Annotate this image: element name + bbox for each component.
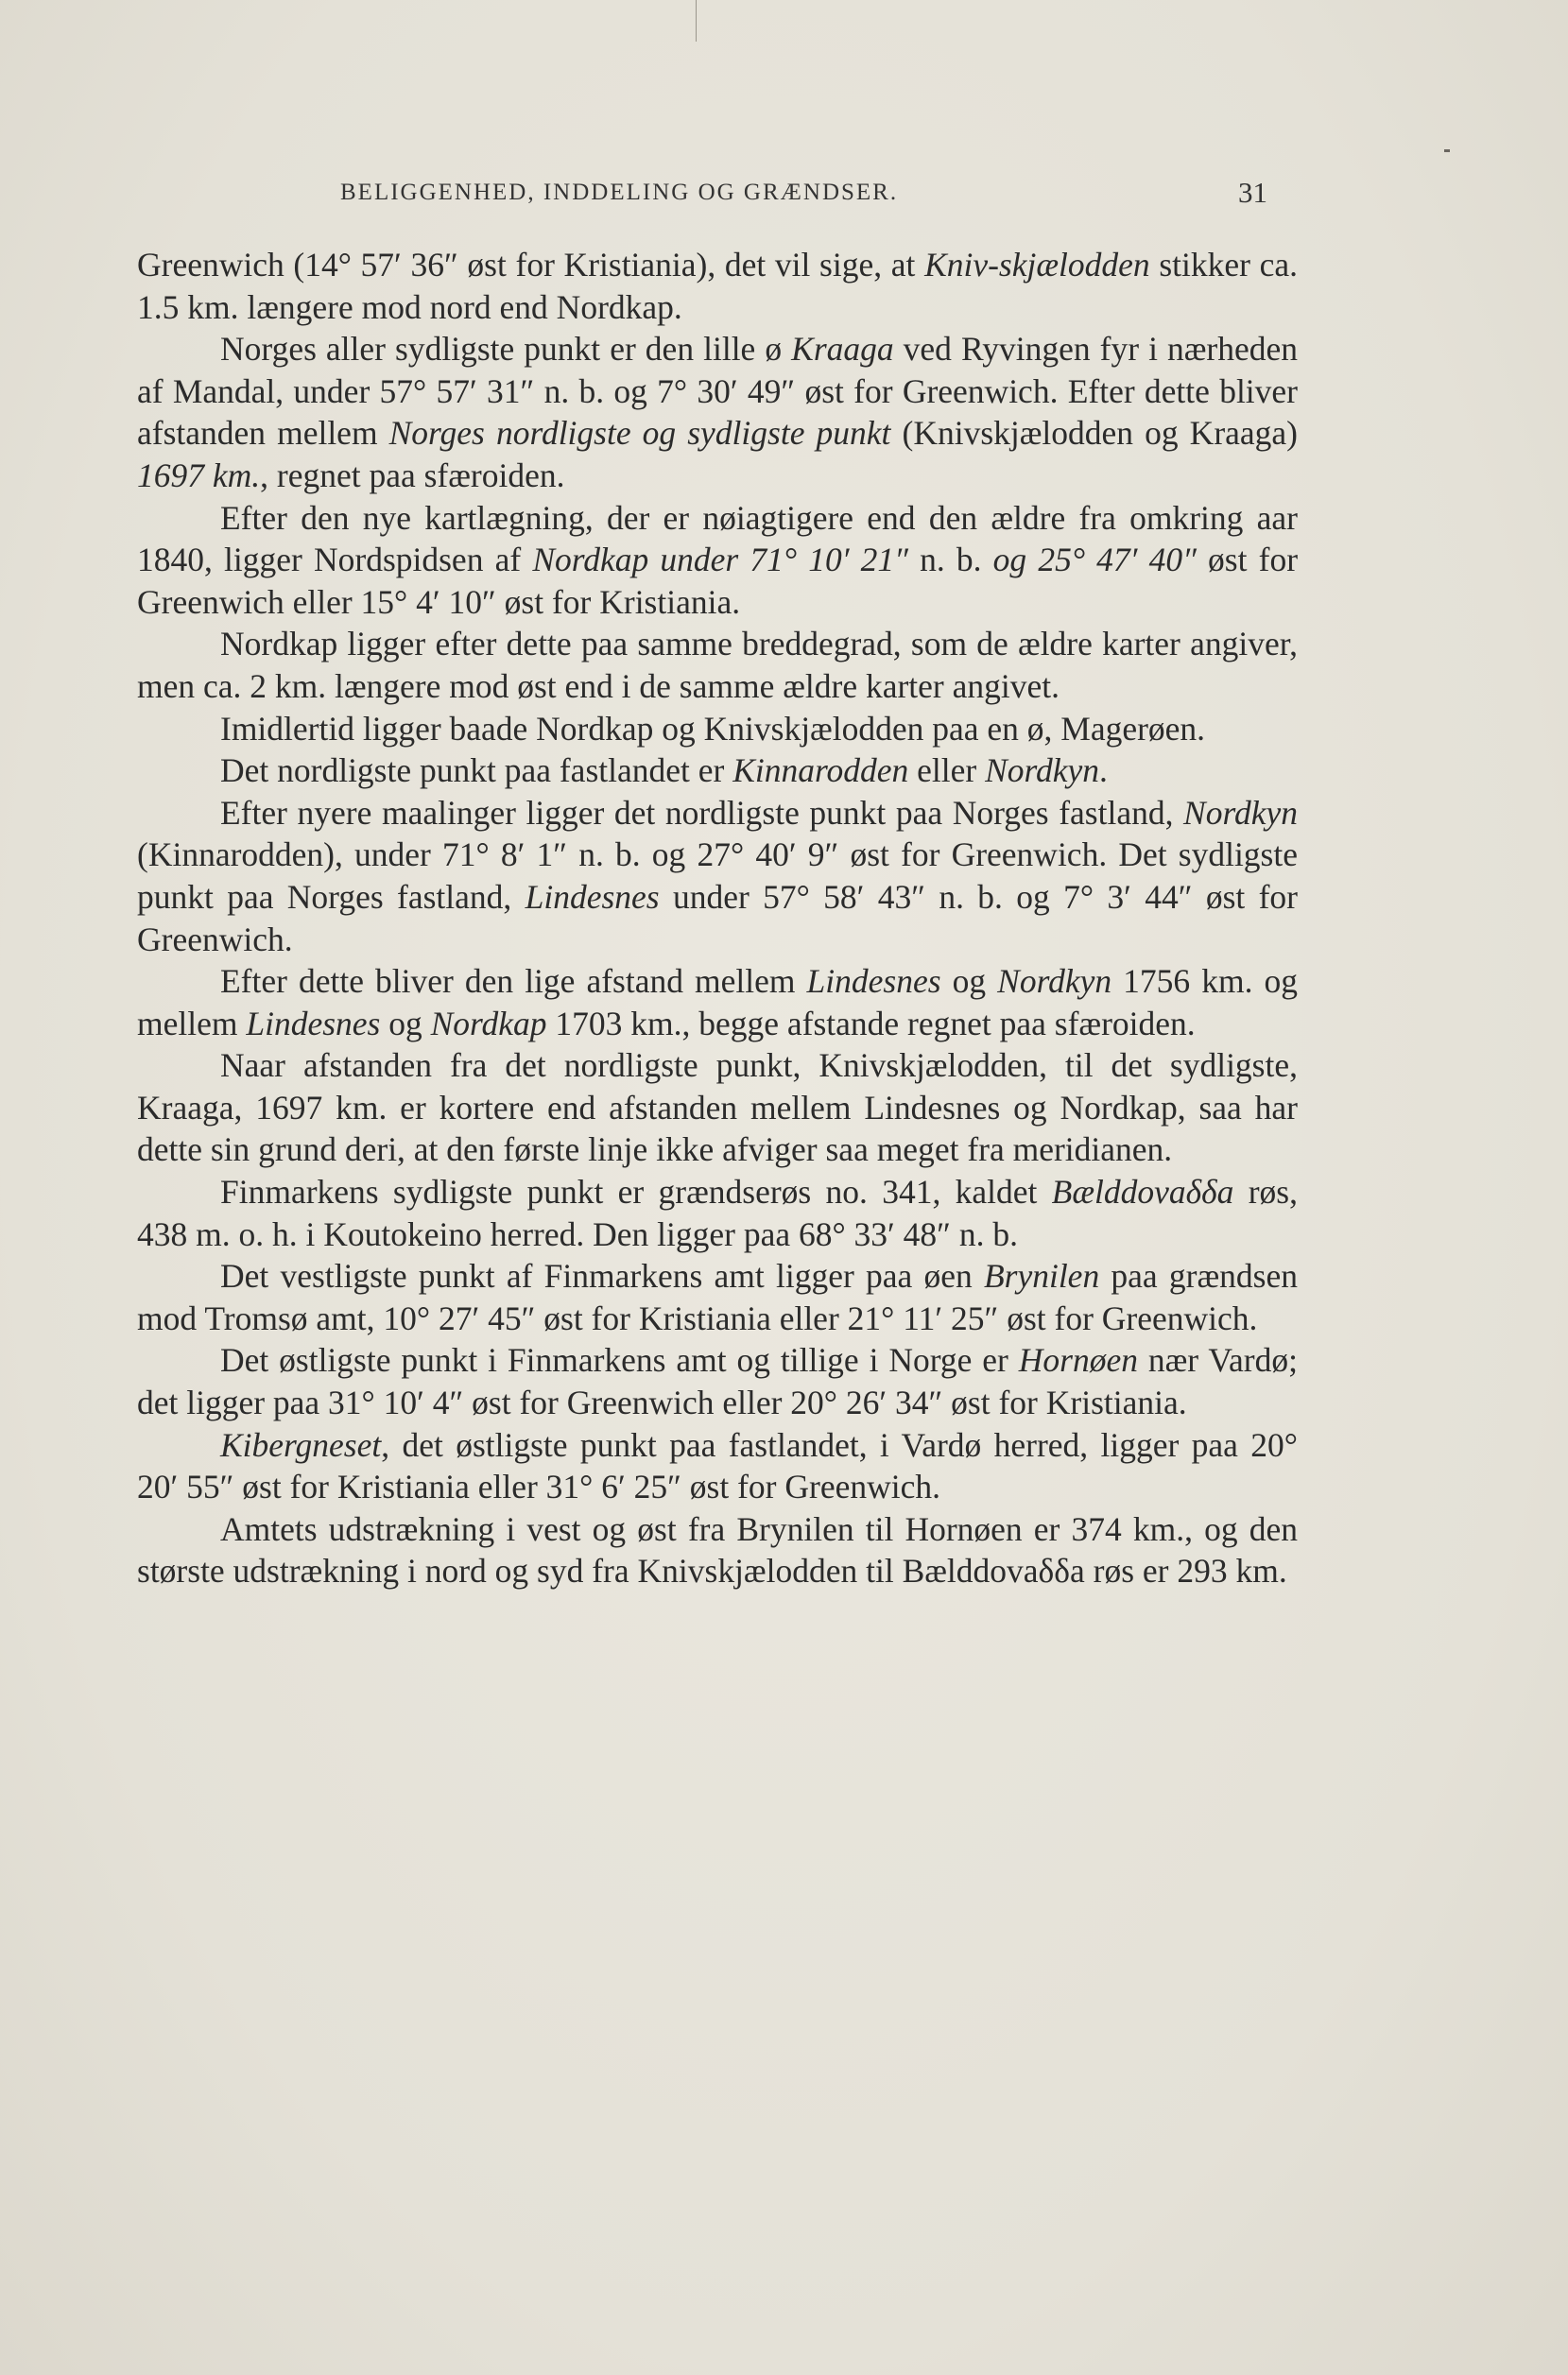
gutter-mark [696, 0, 697, 42]
text-run: Naar afstanden fra det nordligste punkt, Knivskjælodden, til det sydligste, Kraaga, 1697 km. er kortere end afstanden mellem Lindesnes og Nordkap, saa har dette sin grund deri, at den første linje ikke afviger saa meget fra meridianen. [137, 1046, 1298, 1169]
text-run: Efter den nye kartlægning, der er nøiagtigere end den ældre fra omkring aar 1840, ligger Nordspidsen af [137, 498, 1298, 579]
text-run: Efter dette bliver den lige afstand mellem [220, 962, 807, 1001]
text-run: Efter nyere maalinger ligger det nordligste punkt paa Norges fastland, [220, 793, 1184, 832]
text-run: og [380, 1004, 431, 1042]
paragraph [137, 1255, 1298, 1339]
italic-text: Norges nordligste og sydligste punkt [388, 414, 891, 453]
text-run: Det vestligste punkt af Finmarkens amt ligger paa øen [220, 1257, 984, 1296]
paragraph [137, 1339, 1298, 1423]
text-run: . [1099, 751, 1108, 790]
italic-text: Kinnarodden [732, 751, 909, 790]
paragraph [137, 244, 1298, 328]
italic-text: Kibergneset [220, 1425, 382, 1464]
text-run: røs, 438 m. o. h. i Koutokeino herred. Den ligger paa 68° 33′ 48″ n. b. [137, 1173, 1298, 1253]
text-run: , det østligste punkt paa fastlandet, i Vardø herred, ligger paa 20° 20′ 55″ øst for Kristiania eller 31° 6′ 25″ øst for Greenwich. [137, 1425, 1298, 1506]
page-number: 31 [1238, 176, 1267, 209]
text-run: Imidlertid ligger baade Nordkap og Knivskjælodden paa en ø, Magerøen. [220, 709, 1206, 748]
italic-text: 1697 km. [137, 456, 261, 494]
text-run: Nordkap ligger efter dette paa samme breddegrad, som de ældre karter angiver, men ca. 2 km. længere mod øst end i de samme ældre karter angivet. [137, 625, 1298, 705]
italic-text: og 25° 47′ 40″ [992, 541, 1197, 579]
paragraph [137, 328, 1298, 496]
italic-text: Nordkap [430, 1004, 547, 1042]
italic-text: Lindesnes [525, 877, 660, 916]
text-run: n. b. [907, 541, 993, 579]
text-run: 1756 km. og mellem [137, 962, 1298, 1042]
text-run: (Kinnarodden), under 71° 8′ 1″ n. b. og 27° 40′ 9″ øst for Greenwich. Det sydligste punkt paa Norges fastland, [137, 835, 1298, 916]
paragraph [137, 1508, 1298, 1592]
text-run: ved Ryvingen fyr i nærheden af Mandal, under 57° 57′ 31″ n. b. og 7° 30′ 49″ øst for Greenwich. Efter dette bliver afstanden mellem [137, 330, 1298, 453]
text-run: eller [908, 751, 986, 790]
margin-mark [1444, 149, 1450, 152]
italic-text: Nordkyn [997, 962, 1112, 1001]
text-run: (Knivskjælodden og Kraaga) [890, 414, 1298, 453]
paragraph [137, 749, 1298, 792]
text-run: Det østligste punkt i Finmarkens amt og tillige i Norge er [220, 1341, 1019, 1380]
text-run: Finmarkens sydligste punkt er grændserøs no. 341, kaldet [220, 1173, 1052, 1212]
text-run: under 57° 58′ 43″ n. b. og 7° 3′ 44″ øst for Greenwich. [137, 877, 1298, 958]
italic-text: Lindesnes [246, 1004, 381, 1042]
italic-text: Nordkyn [985, 751, 1100, 790]
text-run: Norges aller sydligste punkt er den lille ø [220, 330, 792, 369]
text-run: Greenwich (14° 57′ 36″ øst for Kristiania), det vil sige, at [137, 246, 925, 284]
text-run: Det nordligste punkt paa fastlandet er [220, 751, 733, 790]
italic-text: Lindesnes [806, 962, 941, 1001]
text-run: nær Vardø; det ligger paa 31° 10′ 4″ øst for Greenwich eller 20° 26′ 34″ øst for Kristiania. [137, 1341, 1298, 1422]
italic-text: Brynilen [983, 1257, 1100, 1296]
body-text [137, 244, 1298, 1592]
paragraph [137, 1424, 1298, 1508]
paragraph [137, 497, 1298, 624]
text-run: Amtets udstrækning i vest og øst fra Brynilen til Hornøen er 374 km., og den største udstrækning i nord og syd fra Knivskjælodden til Bælddovaδδa røs er 293 km. [137, 1509, 1298, 1591]
text-run: paa grændsen mod Tromsø amt, 10° 27′ 45″ øst for Kristiania eller 21° 11′ 25″ øst for Greenwich. [137, 1257, 1298, 1337]
paragraph [137, 1171, 1298, 1255]
text-run: øst for Greenwich eller 15° 4′ 10″ øst for Kristiania. [137, 541, 1299, 621]
paragraph [137, 960, 1298, 1044]
paragraph [137, 1044, 1298, 1171]
italic-text: Bælddovaδδa [1051, 1173, 1234, 1212]
italic-text: Kniv-skjælodden [924, 246, 1150, 284]
text-run: stikker ca. 1.5 km. længere mod nord end Nordkap. [137, 246, 1298, 326]
text-run: og [940, 962, 998, 1001]
italic-text: Nordkyn [1183, 793, 1298, 832]
italic-text: Kraaga [791, 330, 894, 369]
text-run: , regnet paa sfæroiden. [260, 456, 565, 494]
running-head: BELIGGENHED, INDDELING OG GRÆNDSER. [340, 180, 899, 205]
paragraph [137, 708, 1298, 750]
paragraph [137, 792, 1298, 960]
text-run: 1703 km., begge afstande regnet paa sfæroiden. [546, 1004, 1196, 1042]
italic-text: Nordkap under 71° 10′ 21″ [532, 541, 908, 579]
italic-text: Hornøen [1018, 1341, 1138, 1380]
paragraph [137, 623, 1298, 707]
